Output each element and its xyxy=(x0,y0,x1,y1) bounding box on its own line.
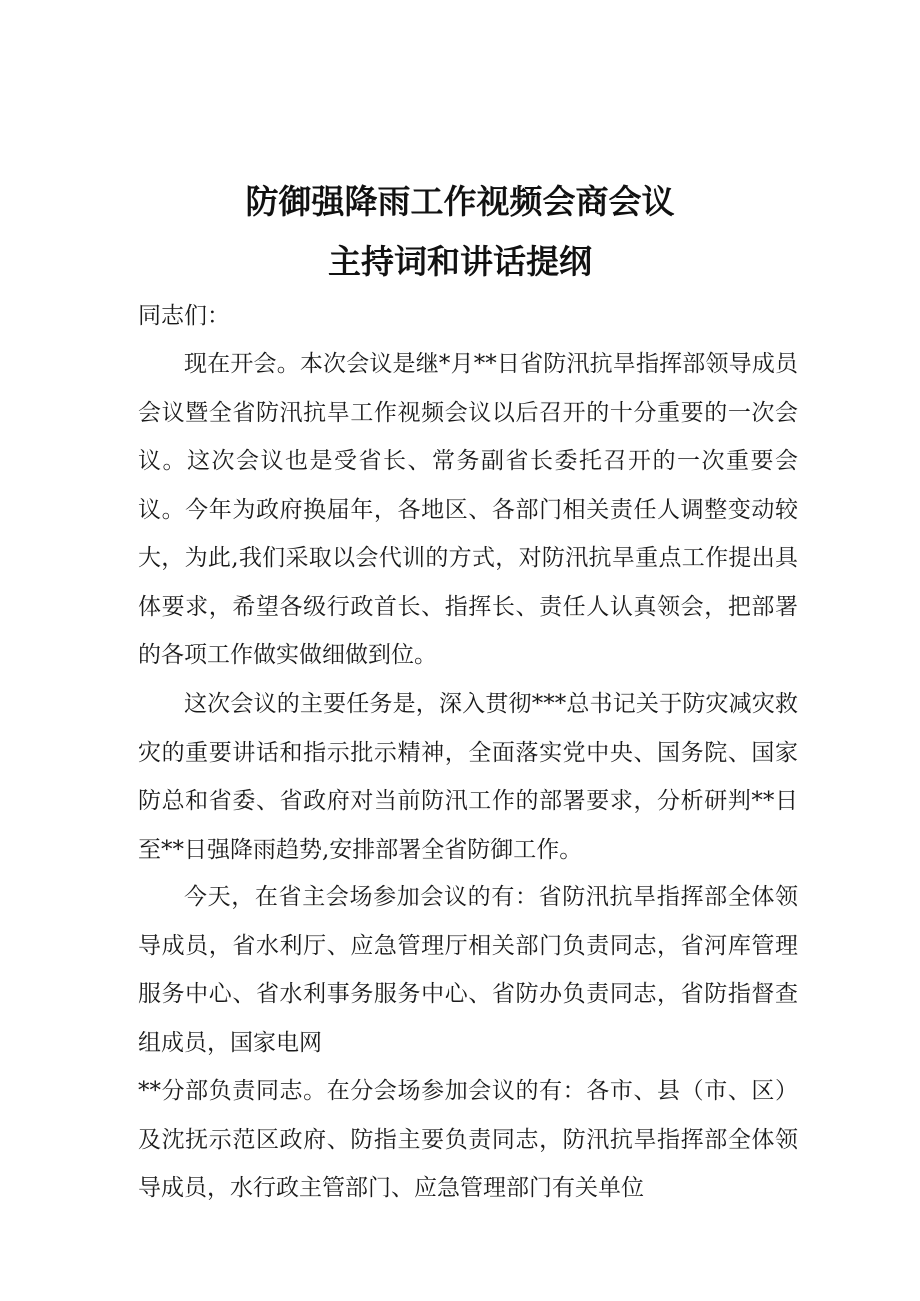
document-title-line-1: 防御强降雨工作视频会商会议 xyxy=(245,182,675,221)
salutation: 同志们： xyxy=(138,303,230,329)
paragraph-main-task: 这次会议的主要任务是，深入贯彻***总书记关于防灾减灾救灾的重要讲话和指示批示精神，全面落实党中央、国务院、国家防总和省委、省政府对当前防汛工作的部署要求，分析研判**日至**日强降雨趋势,安排部署全省防御工作。 xyxy=(138,691,798,863)
document-title-line-2: 主持词和讲话提纲 xyxy=(328,242,592,281)
paragraph-opening: 现在开会。本次会议是继*月**日省防汛抗旱指挥部领导成员会议暨全省防汛抗旱工作视频会议以后召开的十分重要的一次会议。这次会议也是受省长、常务副省长委托召开的一次重要会议。今年为政府换届年，各地区、各部门相关责任人调整变动较大，为此,我们采取以会代训的方式，对防汛抗旱重点工作提出具体要求，希望各级行政首长、指挥长、责任人认真领会，把部署的各项工作做实做细做到位。 xyxy=(138,351,798,668)
paragraph-branch-venue-attendees: **分部负责同志。在分会场参加会议的有：各市、县（市、区）及沈抚示范区政府、防指主要负责同志，防汛抗旱指挥部全体领导成员，水行政主管部门、应急管理部门有关单位 xyxy=(138,1078,798,1201)
paragraph-main-venue-attendees: 今天，在省主会场参加会议的有：省防汛抗旱指挥部全体领导成员，省水利厅、应急管理厅相关部门负责同志，省河库管理服务中心、省水利事务服务中心、省防办负责同志，省防指督查组成员，国家电网 xyxy=(138,884,798,1056)
